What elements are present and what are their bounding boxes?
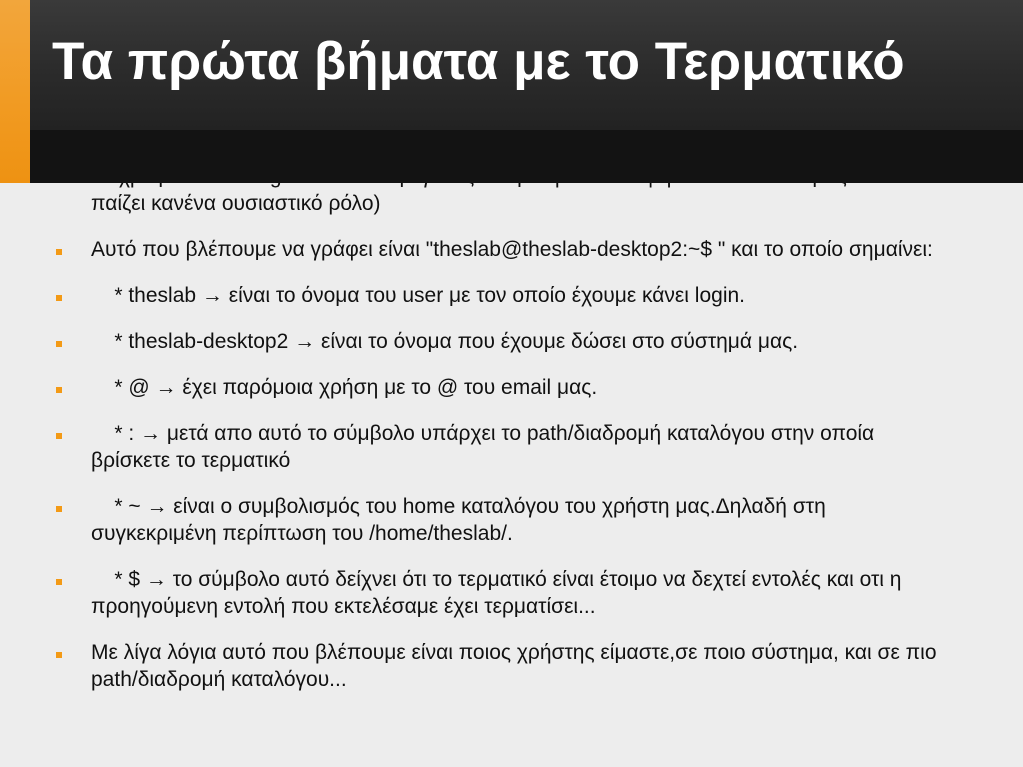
bullet-list: [56, 163, 956, 712]
bullet-marker-icon: [56, 579, 62, 585]
bullet-item: [56, 420, 956, 474]
bullet-item: [56, 282, 956, 309]
bullet-item: [56, 566, 956, 620]
slide-header: [0, 0, 1023, 183]
bullet-marker-icon: [56, 341, 62, 347]
header-accent-stripe: [0, 0, 30, 183]
bullet-text: Με λίγα λόγια αυτό που βλέπουμε είναι ποιος χρήστης είμαστε,σε ποιο σύστημα, και σε πιο path/διαδρομή καταλόγου...: [91, 641, 943, 691]
bullet-marker-icon: [56, 433, 62, 439]
bullet-text: * @ → έχει παρόμοια χρήση με το @ του email μας.: [91, 376, 598, 399]
bullet-item: [56, 328, 956, 355]
bullet-marker-icon: [56, 387, 62, 393]
bullet-text: Αυτό που βλέπουμε να γράφει είναι "theslab@theslab-desktop2:~$ " και το οποίο σημαίνει:: [91, 238, 933, 261]
bullet-item: [56, 374, 956, 401]
bullet-item: [56, 639, 956, 693]
bullet-text: * theslab → είναι το όνομα του user με τον οποίο έχουμε κάνει login.: [91, 284, 745, 307]
bullet-text: * ~ → είναι ο συμβολισμός του home καταλόγου του χρήστη μας.Δηλαδή στη συγκεκριμένη περίπτωση του /home/theslab/.: [91, 495, 832, 545]
bullet-text: παίζει κανένα ουσιαστικό ρόλο): [91, 192, 381, 215]
bullet-item: [56, 236, 956, 263]
bullet-text: * theslab-desktop2 → είναι το όνομα που έχουμε δώσει στο σύστημά μας.: [91, 330, 799, 353]
header-lower-band: [30, 130, 1023, 183]
bullet-marker-icon: [56, 249, 62, 255]
slide-title: Τα πρώτα βήματα με το Τερματικό: [52, 32, 905, 91]
bullet-marker-icon: [56, 652, 62, 658]
bullet-item: [56, 493, 956, 547]
bullet-text: * $ → το σύμβολο αυτό δείχνει ότι το τερματικό είναι έτοιμο να δεχτεί εντολές και οτι η προηγούμενη εντολή που εκτελέσαμε έχει τερματίσει...: [91, 568, 908, 618]
bullet-marker-icon: [56, 506, 62, 512]
bullet-text: * : → μετά απο αυτό το σύμβολο υπάρχει το path/διαδρομή καταλόγου στην οποία βρίσκετε το τερματικό: [91, 422, 881, 472]
bullet-marker-icon: [56, 295, 62, 301]
